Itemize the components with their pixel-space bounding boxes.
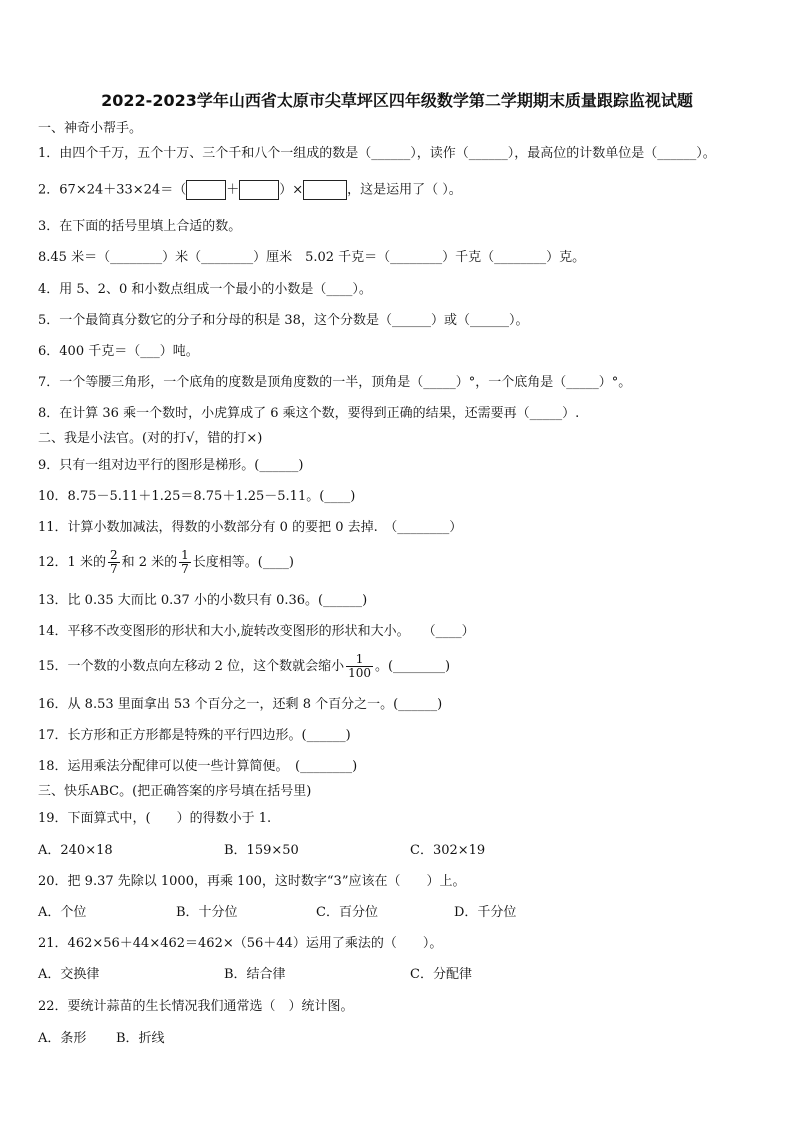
section-heading-3: 三、快乐ABC。(把正确答案的序号填在括号里) [38, 784, 312, 799]
question-9: 9．只有一组对边平行的图形是梯形。(______) [38, 458, 304, 473]
question-2 [38, 180, 462, 200]
plus-sign: ＋ [226, 182, 240, 198]
option-a[interactable]: A．240×18 [38, 843, 113, 858]
question-15-text-b: 。(________) [374, 659, 451, 674]
question-2-text-b: ）× [279, 182, 304, 198]
question-1: 1．由四个千万，五个十万、三个千和八个一组成的数是（______），读作（______），最高位的计数单位是（______）。 [38, 146, 716, 161]
question-6: 6．400 千克＝（___）吨。 [38, 344, 199, 359]
option-c[interactable]: C．302×19 [410, 843, 486, 858]
question-21: 21．462×56＋44×462＝462×（56＋44）运用了乘法的（ ）。 [38, 936, 443, 951]
option-b[interactable]: B．159×50 [224, 843, 299, 858]
question-5: 5．一个最简真分数它的分子和分母的积是 38，这个分数是（______）或（______）。 [38, 313, 529, 328]
fraction-1-7: $\frac{1}{7}$ [181, 548, 189, 576]
option-b[interactable]: B．结合律 [224, 967, 286, 982]
answer-box-1[interactable] [186, 180, 226, 200]
question-3-blanks: 8.45 米＝（________）米（________）厘米 5.02 千克＝（________）千克（________）克。 [38, 250, 586, 265]
question-19-options [38, 842, 485, 860]
question-20: 20．把 9.37 先除以 1000，再乘 100，这时数字“3”应该在（ ）上。 [38, 874, 466, 889]
answer-box-3[interactable] [303, 180, 347, 200]
question-15-text-a: 15．一个数的小数点向左移动 2 位，这个数就会缩小 [38, 659, 345, 674]
page-title: 2022-2023学年山西省太原市尖草坪区四年级数学第二学期期末质量跟踪监视试题 [101, 91, 693, 110]
option-b[interactable]: B．十分位 [176, 905, 238, 920]
question-22-options [38, 1030, 165, 1048]
option-c[interactable]: C．分配律 [410, 967, 472, 982]
option-c[interactable]: C．百分位 [316, 905, 378, 920]
option-d[interactable]: D．千分位 [454, 905, 517, 920]
question-15 [38, 652, 450, 682]
fraction-1-100: $\frac{1}{100}$ [348, 652, 371, 680]
question-12-text-b: 和 2 米的 [121, 555, 178, 570]
question-3: 3．在下面的括号里填上合适的数。 [38, 219, 242, 234]
question-12-text-c: 长度相等。(____) [192, 555, 294, 570]
option-b[interactable]: B．折线 [116, 1031, 165, 1046]
question-22: 22．要统计蒜苗的生长情况我们通常选（ ）统计图。 [38, 999, 354, 1014]
question-16: 16．从 8.53 里面拿出 53 个百分之一，还剩 8 个百分之一。(______) [38, 697, 443, 712]
question-18: 18．运用乘法分配律可以使一些计算简便。 (________) [38, 759, 358, 774]
question-12-text-a: 12．1 米的 [38, 555, 106, 570]
question-21-options [38, 966, 472, 984]
question-2-text-a: 2．67×24＋33×24＝（ [38, 182, 187, 198]
question-2-text-c: ，这是运用了（ ）。 [347, 182, 462, 198]
option-a[interactable]: A．个位 [38, 905, 87, 920]
question-7: 7．一个等腰三角形，一个底角的度数是顶角度数的一半，顶角是（_____）°，一个底角是（_____）°。 [38, 375, 632, 390]
question-14: 14．平移不改变图形的形状和大小,旋转改变图形的形状和大小。 （____） [38, 624, 475, 639]
option-a[interactable]: A．交换律 [38, 967, 100, 982]
question-12 [38, 548, 294, 578]
question-13: 13．比 0.35 大而比 0.37 小的小数只有 0.36。(______) [38, 593, 368, 608]
fraction-2-7: $\frac{2}{7}$ [109, 548, 118, 576]
question-19: 19．下面算式中，( ）的得数小于 1. [38, 811, 272, 826]
question-20-options [38, 904, 516, 922]
question-17: 17．长方形和正方形都是特殊的平行四边形。(______) [38, 728, 351, 743]
option-a[interactable]: A．条形 [38, 1031, 87, 1046]
question-11: 11．计算小数加减法，得数的小数部分有 0 的要把 0 去掉. （________） [38, 520, 463, 535]
question-4: 4．用 5、2、0 和小数点组成一个最小的小数是（____）。 [38, 282, 372, 297]
question-8: 8．在计算 36 乘一个数时，小虎算成了 6 乘这个数，要得到正确的结果，还需要再（_____）. [38, 406, 580, 421]
answer-box-2[interactable] [239, 180, 279, 200]
question-10: 10．8.75－5.11＋1.25＝8.75＋1.25－5.11。(____) [38, 489, 356, 504]
section-heading-1: 一、神奇小帮手。 [38, 121, 143, 136]
section-heading-2: 二、我是小法官。(对的打√，错的打×) [38, 431, 263, 446]
